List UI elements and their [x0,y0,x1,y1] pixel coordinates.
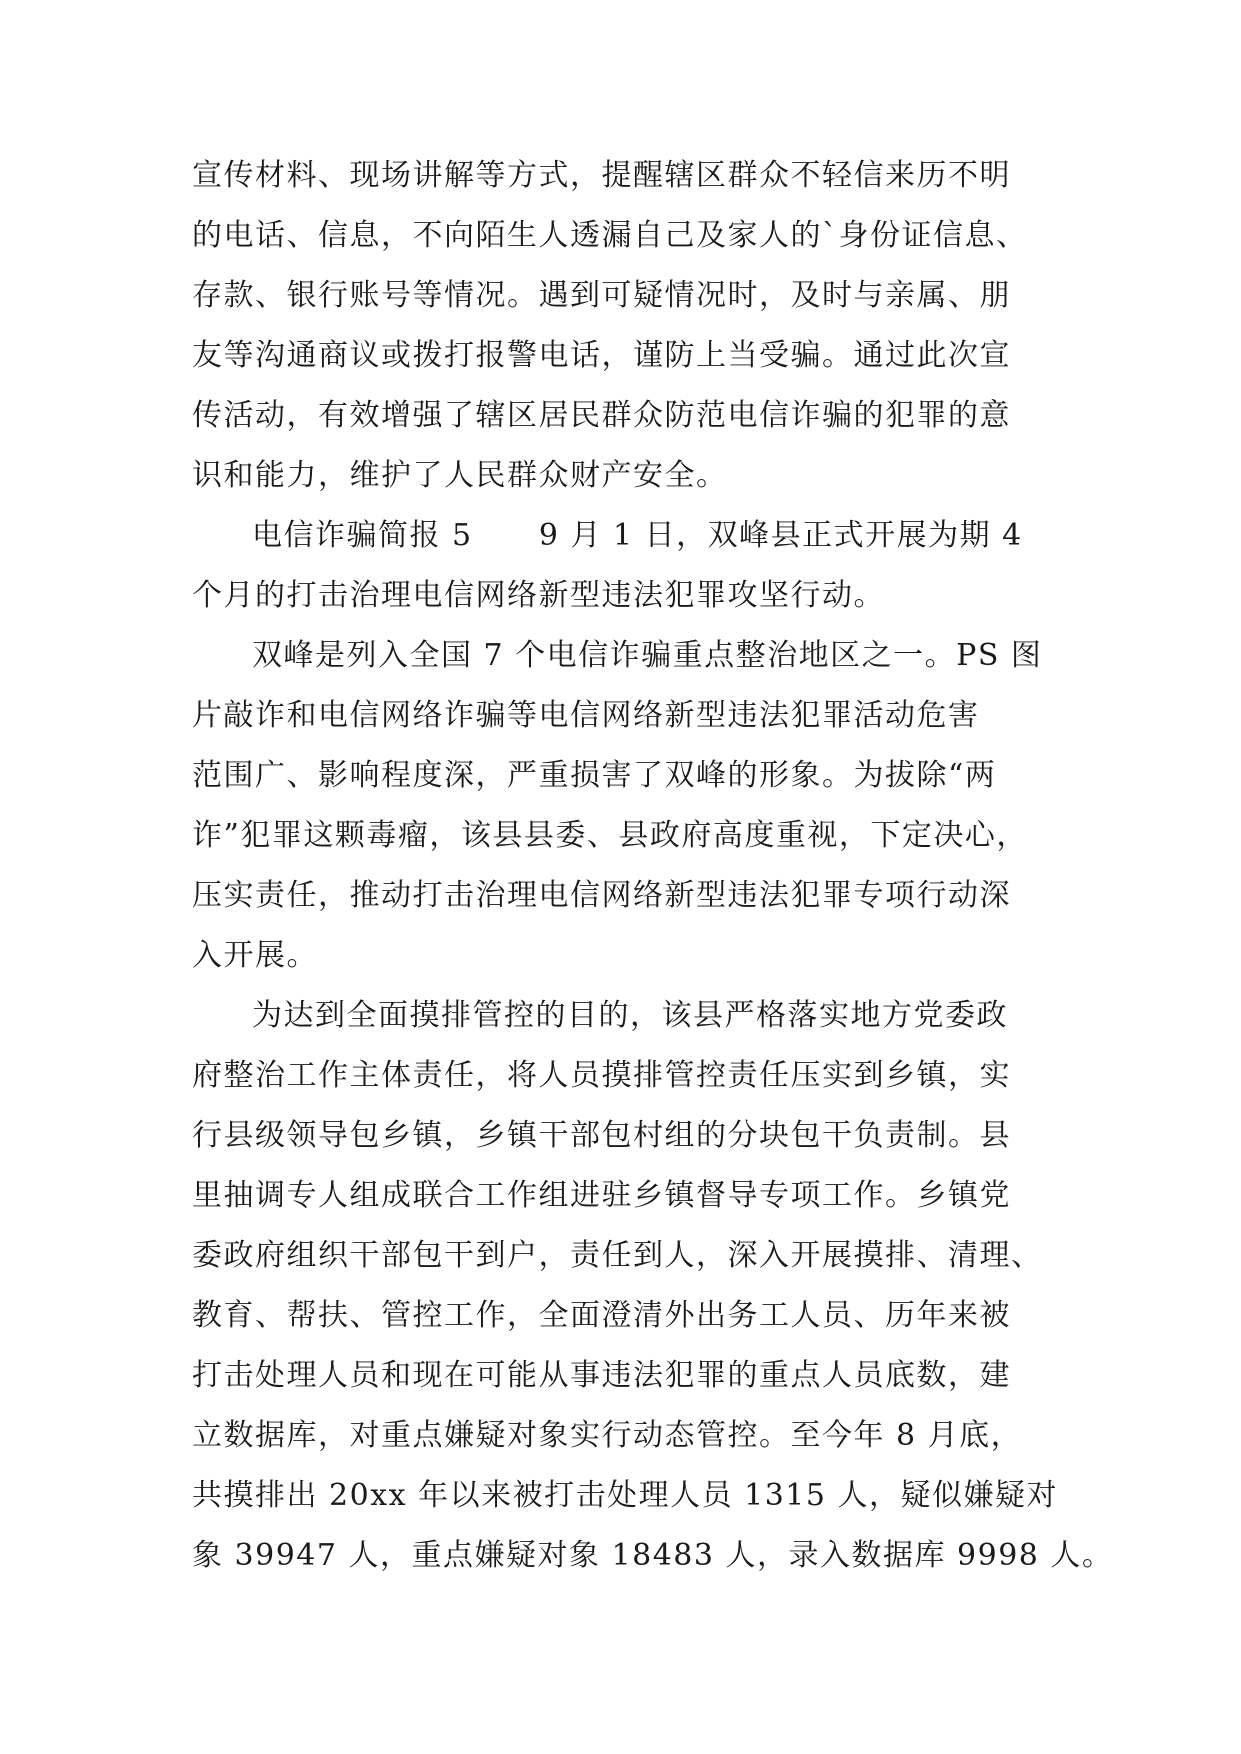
text-line: 传活动，有效增强了辖区居民群众防范电信诈骗的犯罪的意 [192,398,1011,433]
text-line: 入开展。 [192,938,318,973]
text-line: 双峰是列入全国 7 个电信诈骗重点整治地区之一。PS 图 [252,638,1043,673]
paragraph-3 [192,626,1072,986]
text-line: 友等沟通商议或拨打报警电话，谨防上当受骗。通过此次宣 [192,338,1011,373]
text-line: 的电话、信息，不向陌生人透漏自己及家人的`身份证信息、 [192,218,1028,253]
text-line: 电信诈骗简报 5 9 月 1 日，双峰县正式开展为期 4 [252,518,1023,553]
text-line: 府整治工作主体责任，将人员摸排管控责任压实到乡镇，实 [192,1058,1011,1093]
text-line: 识和能力，维护了人民群众财产安全。 [192,458,728,493]
text-line: 行县级领导包乡镇，乡镇干部包村组的分块包干负责制。县 [192,1118,1011,1153]
text-line: 宣传材料、现场讲解等方式，提醒辖区群众不轻信来历不明 [192,158,1011,193]
text-line: 立数据库，对重点嫌疑对象实行动态管控。至今年 8 月底， [192,1418,1023,1453]
text-line: 个月的打击治理电信网络新型违法犯罪攻坚行动。 [192,578,885,613]
text-line: 诈”犯罪这颗毒瘤，该县县委、县政府高度重视，下定决心， [192,818,1028,853]
paragraph-1 [192,146,1072,506]
document-body [192,146,1114,1586]
text-line: 范围广、影响程度深，严重损害了双峰的形象。为拔除“两 [192,758,997,793]
text-line: 共摸排出 20xx 年以来被打击处理人员 1315 人，疑似嫌疑对 [192,1478,1059,1513]
text-line: 压实责任，推动打击治理电信网络新型违法犯罪专项行动深 [192,878,1011,913]
text-line: 委政府组织干部包干到户，责任到人，深入开展摸排、清理、 [192,1238,1043,1273]
paragraph-4 [192,986,1114,1586]
text-line: 象 39947 人，重点嫌疑对象 18483 人，录入数据库 9998 人。 [192,1538,1114,1573]
paragraph-2 [192,506,1072,626]
text-line: 打击处理人员和现在可能从事违法犯罪的重点人员底数，建 [192,1358,1011,1393]
text-line: 存款、银行账号等情况。遇到可疑情况时，及时与亲属、朋 [192,278,1011,313]
text-line: 里抽调专人组成联合工作组进驻乡镇督导专项工作。乡镇党 [192,1178,1011,1213]
text-line: 片敲诈和电信网络诈骗等电信网络新型违法犯罪活动危害 [192,698,980,733]
text-line: 教育、帮扶、管控工作，全面澄清外出务工人员、历年来被 [192,1298,1011,1333]
text-line: 为达到全面摸排管控的目的，该县严格落实地方党委政 [252,998,1008,1033]
